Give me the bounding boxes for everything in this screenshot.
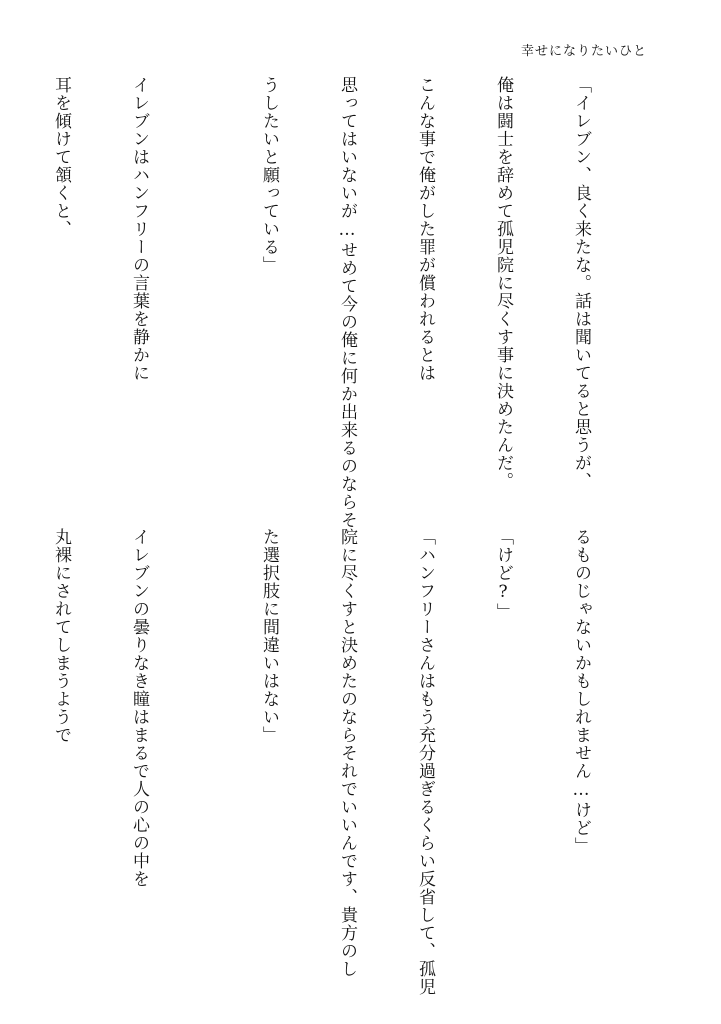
running-title: 幸せになりたいひと	[520, 44, 647, 59]
text-column: 「ハンフリーさんはもう充分過ぎるくらい反省して、孤児	[415, 528, 435, 996]
text-column: 「けど?」	[493, 528, 513, 621]
text-column: 「イレブン、良く来たな。話は聞いてると思うが、	[571, 76, 591, 490]
text-column: た選択肢に間違いはない」	[259, 528, 279, 744]
upper-text-block	[0, 76, 646, 529]
text-column: 俺は闘士を辞めて孤児院に尽くす事に決めたんだ。	[493, 76, 513, 490]
text-column: 院に尽くすと決めたのならそれでいいんです、貴方のし	[337, 528, 357, 978]
text-column: 丸裸にされてしまうようで	[51, 528, 71, 744]
text-column: こんな事で俺がした罪が償われるとは	[415, 76, 435, 382]
text-column: イレブンの曇りなき瞳はまるで人の心の中を	[129, 528, 149, 888]
text-column: イレブンはハンフリーの言葉を静かに	[129, 76, 149, 382]
lower-text-block	[0, 528, 646, 996]
text-column: 思ってはいないが…せめて今の俺に何か出来るのならそ	[337, 76, 357, 529]
text-column: るものじゃないかもしれません…けど」	[571, 528, 591, 855]
text-column: うしたいと願っている」	[259, 76, 279, 274]
text-column: 耳を傾けて頷くと、	[51, 76, 71, 238]
